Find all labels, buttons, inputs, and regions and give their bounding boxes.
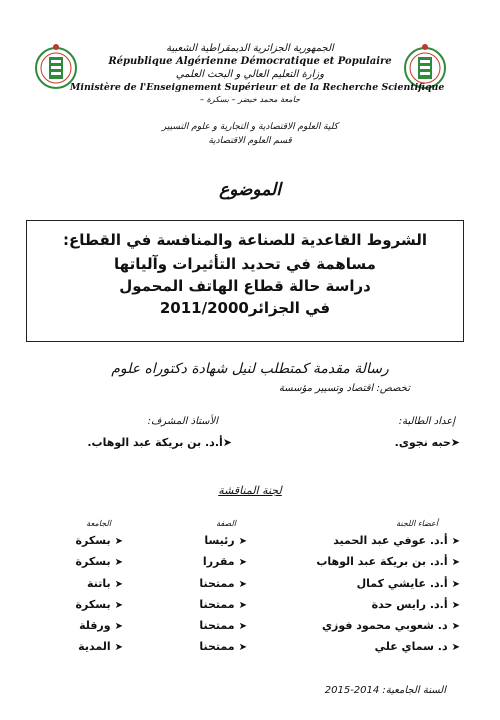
jury-row [0, 555, 500, 576]
header-arabic-republic: الجمهورية الجزائرية الديمقراطية الشعبية [166, 43, 334, 54]
jury-member-university: ➤المدية [78, 640, 123, 654]
jury-row [0, 534, 500, 555]
title-line-1: الشروط القاعدية للصناعة والمنافسة في القطاع: [62, 231, 427, 249]
jury-member-role: ➤مقررا [202, 555, 247, 569]
jury-member-name: ➤أ.د. عوفي عبد الحميد [333, 534, 460, 547]
arrow-bullet-icon: ➤ [222, 436, 232, 449]
jury-member-role: ➤ممتحنا [199, 640, 247, 654]
thesis-title-box [26, 220, 464, 342]
jury-row [0, 598, 500, 619]
jury-member-university: ➤بسكرة [75, 534, 123, 547]
arrow-bullet-icon: ➤ [451, 557, 460, 569]
jury-member-university: ➤بسكرة [75, 597, 123, 611]
supervisor-label: الأستاذ المشرف: [147, 416, 218, 427]
department-name: قسم العلوم الاقتصادية [208, 136, 292, 146]
column-header-university: الجامعة [86, 519, 111, 528]
arrow-bullet-icon: ➤ [238, 536, 247, 547]
arrow-bullet-icon: ➤ [114, 578, 123, 590]
arrow-bullet-icon: ➤ [238, 621, 247, 633]
arrow-bullet-icon: ➤ [450, 436, 460, 449]
jury-member-name: ➤أ.د. بن بريكة عبد الوهاب [316, 555, 460, 569]
jury-member-university: ➤باتنة [87, 576, 123, 590]
academic-year: السنة الجامعية: 2014-2015 [324, 685, 446, 696]
arrow-bullet-icon: ➤ [451, 578, 460, 590]
jury-table [0, 534, 500, 662]
jury-member-name: ➤د. شعوبي محمود فوزي [321, 619, 460, 633]
title-line-2: مساهمة في تحديد التأثيرات وآلياتها [114, 255, 376, 273]
committee-heading: لجنة المناقشة [218, 484, 282, 497]
jury-member-name: ➤د. سماي علي [374, 640, 460, 654]
arrow-bullet-icon: ➤ [451, 621, 460, 633]
thesis-degree-statement: رسالة مقدمة كمتطلب لنيل شهادة دكتوراه علوم [111, 361, 389, 377]
jury-member-name: ➤أ.د. رايس حدة [371, 597, 460, 611]
title-line-4: في الجزائر2011/2000 [159, 299, 331, 317]
specialization: تخصص: اقتصاد وتسيير مؤسسة [278, 383, 410, 394]
header-french-ministry: Ministère de l'Enseignement Supérieur et de la Recherche Scientifique [70, 82, 445, 93]
jury-row [0, 640, 500, 661]
arrow-bullet-icon: ➤ [114, 621, 123, 633]
supervisor-name: ➤أ.د. بن بريكة عبد الوهاب. [87, 436, 232, 449]
student-name: ➤حبه نجوى. [394, 436, 460, 449]
jury-member-role: ➤رئيسا [204, 534, 247, 547]
header-university: جامعة محمد خيضر – بسكرة – [200, 95, 300, 104]
arrow-bullet-icon: ➤ [238, 642, 247, 654]
title-line-3: دراسة حالة قطاع الهاتف المحمول [119, 277, 371, 295]
arrow-bullet-icon: ➤ [238, 578, 247, 590]
arrow-bullet-icon: ➤ [238, 557, 247, 569]
column-header-members: أعضاء اللجنة [396, 519, 438, 528]
subject-label: الموضوع [219, 180, 281, 200]
jury-member-university: ➤ورقلة [79, 619, 123, 633]
jury-member-role: ➤ممتحنا [199, 619, 247, 633]
arrow-bullet-icon: ➤ [451, 599, 460, 611]
header-french-republic: République Algérienne Démocratique et Populaire [108, 56, 392, 67]
jury-member-university: ➤بسكرة [75, 555, 123, 569]
arrow-bullet-icon: ➤ [114, 536, 123, 547]
jury-member-role: ➤ممتحنا [199, 576, 247, 590]
arrow-bullet-icon: ➤ [114, 599, 123, 611]
jury-row [0, 577, 500, 598]
header-arabic-ministry: وزارة التعليم العالي و البحث العلمي [175, 69, 325, 80]
arrow-bullet-icon: ➤ [238, 599, 247, 611]
faculty-name: كلية العلوم الاقتصادية و التجارية و علوم التسيير [162, 122, 338, 132]
jury-member-name: ➤أ.د. عايشي كمال [356, 576, 460, 590]
arrow-bullet-icon: ➤ [114, 557, 123, 569]
column-header-role: الصفة [216, 519, 236, 528]
jury-row [0, 619, 500, 640]
arrow-bullet-icon: ➤ [451, 536, 460, 547]
arrow-bullet-icon: ➤ [451, 642, 460, 654]
student-label: إعداد الطالبة: [398, 416, 455, 427]
jury-member-role: ➤ممتحنا [199, 597, 247, 611]
arrow-bullet-icon: ➤ [114, 642, 123, 654]
